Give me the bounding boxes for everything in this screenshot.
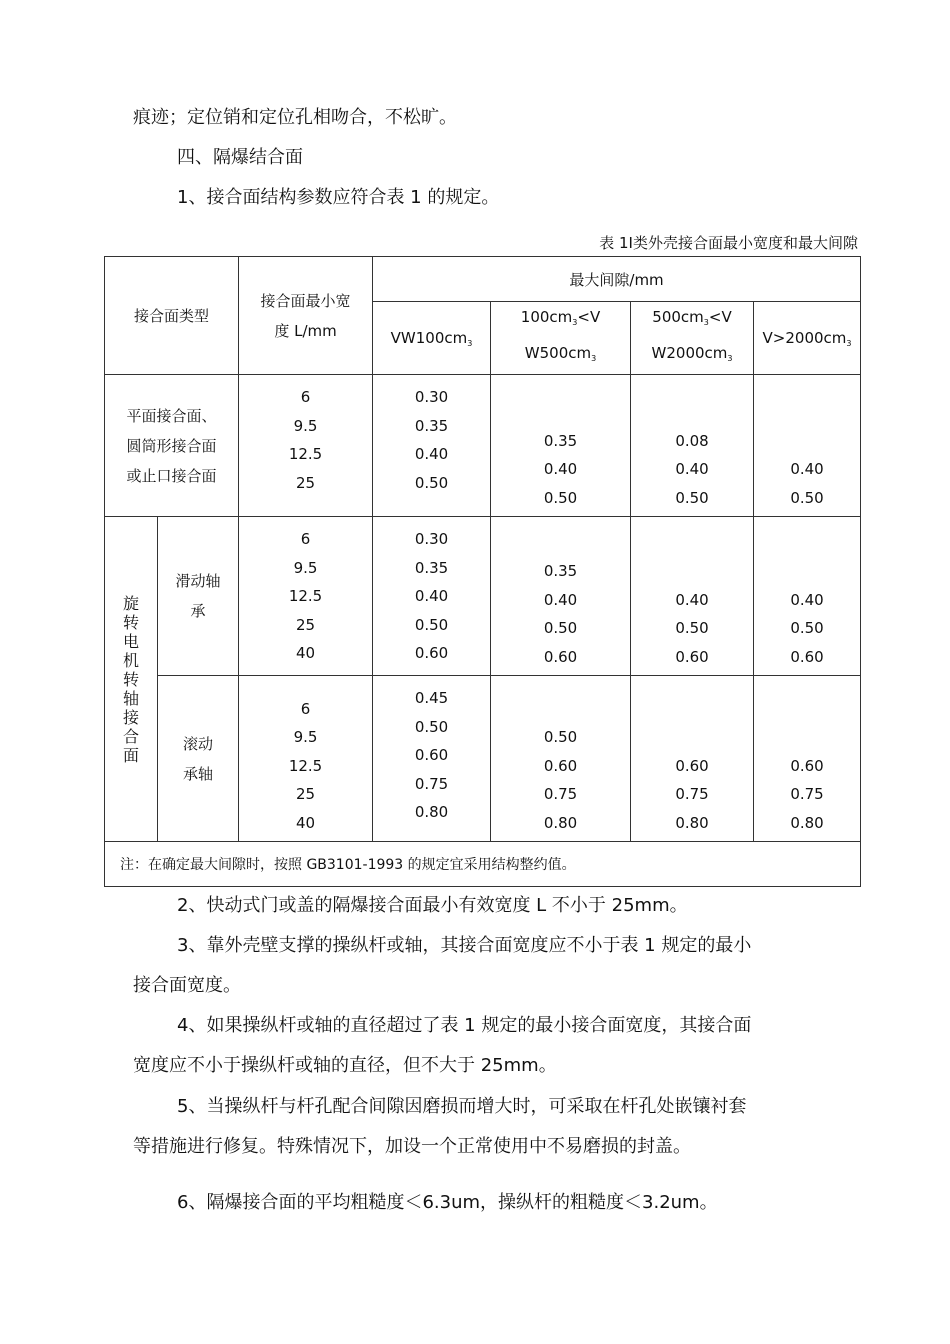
paragraph-6: 6、隔爆接合面的平均粗糙度＜6.3um，操纵杆的粗糙度＜3.2um。 <box>177 1192 718 1213</box>
table-caption: 表 1Ⅰ类外壳接合面最小宽度和最大间隙 <box>599 234 858 252</box>
paragraph-continuation: 痕迹；定位销和定位孔相吻合，不松旷。 <box>133 107 457 128</box>
group3-gap-2: 0.50 0.60 0.75 0.80 <box>491 676 631 842</box>
header-volume-2: $100cm_3<V$ $W500cm_3$ <box>491 302 631 375</box>
paragraph-4-line-2: 宽度应不小于操纵杆或轴的直径，但不大于 25mm。 <box>133 1055 557 1076</box>
group1-widths: 6 9.5 12.5 25 <box>239 375 373 517</box>
group1-gap-2: 0.35 0.40 0.50 <box>491 375 631 517</box>
paragraph-3-line-1: 3、靠外壳壁支撑的操纵杆或轴，其接合面宽度应不小于表 1 规定的最小 <box>177 935 752 956</box>
header-type: 接合面类型 <box>105 257 239 375</box>
group2-gap-4: 0.40 0.50 0.60 <box>754 517 861 676</box>
table-row <box>105 375 861 517</box>
header-volume-4: $V>2000cm_3$ <box>754 302 861 375</box>
paragraph-1: 1、接合面结构参数应符合表 1 的规定。 <box>177 187 500 208</box>
table-row <box>105 676 861 842</box>
group2-gap-2: 0.35 0.40 0.50 0.60 <box>491 517 631 676</box>
paragraph-3-line-2: 接合面宽度。 <box>133 975 241 996</box>
group2-gap-1: 0.30 0.35 0.40 0.50 0.60 <box>373 517 491 676</box>
group1-gap-1: 0.30 0.35 0.40 0.50 <box>373 375 491 517</box>
group1-gap-4: 0.40 0.50 <box>754 375 861 517</box>
group2-label: 滑动轴 承 <box>158 517 239 676</box>
group2-widths: 6 9.5 12.5 25 40 <box>239 517 373 676</box>
header-max-gap: 最大间隙/mm <box>373 257 861 302</box>
paragraph-5-line-1: 5、当操纵杆与杆孔配合间隙因磨损而增大时，可采取在杆孔处嵌镶衬套 <box>177 1096 747 1117</box>
paragraph-2: 2、快动式门或盖的隔爆接合面最小有效宽度 L 不小于 25mm。 <box>177 895 688 916</box>
section-heading: 四、隔爆结合面 <box>177 147 303 168</box>
table-row <box>105 517 861 676</box>
paragraph-5-line-2: 等措施进行修复。特殊情况下，加设一个正常使用中不易磨损的封盖。 <box>133 1136 691 1157</box>
group2-gap-3: 0.40 0.50 0.60 <box>631 517 754 676</box>
group3-widths: 6 9.5 12.5 25 40 <box>239 676 373 842</box>
paragraph-4-line-1: 4、如果操纵杆或轴的直径超过了表 1 规定的最小接合面宽度，其接合面 <box>177 1015 752 1036</box>
group1-label: 平面接合面、 圆筒形接合面 或止口接合面 <box>105 375 239 517</box>
spec-table <box>104 256 861 887</box>
rotary-shaft-label: 旋 转 电 机 转 轴 接 合 面 <box>105 517 158 842</box>
table-note: 注：在确定最大间隙时，按照 GB3101-1993 的规定宜采用结构整约值。 <box>105 842 861 887</box>
group3-label: 滚动 承轴 <box>158 676 239 842</box>
header-volume-3: $500cm_3<V$ $W2000cm_3$ <box>631 302 754 375</box>
group3-gap-1: 0.45 0.50 0.60 0.75 0.80 <box>373 676 491 842</box>
group3-gap-3: 0.60 0.75 0.80 <box>631 676 754 842</box>
group3-gap-4: 0.60 0.75 0.80 <box>754 676 861 842</box>
group1-gap-3: 0.08 0.40 0.50 <box>631 375 754 517</box>
header-min-width: 接合面最小宽 度 L/mm <box>239 257 373 375</box>
header-volume-1: $VW100cm_3$ <box>373 302 491 375</box>
